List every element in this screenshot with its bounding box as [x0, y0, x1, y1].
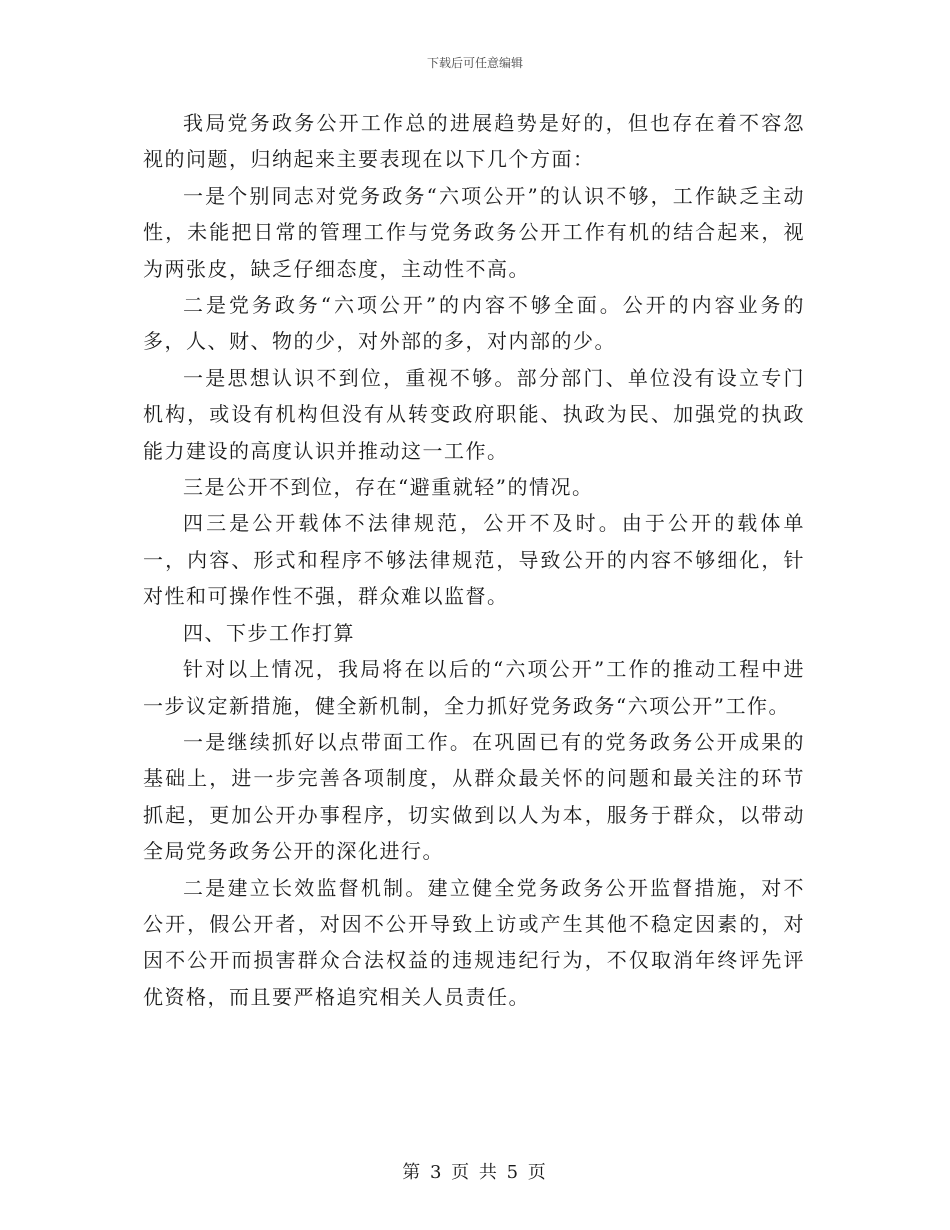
paragraph-1: 我局党务政务公开工作总的进展趋势是好的，但也存在着不容忽视的问题，归纳起来主要表现在以下几个方面： — [143, 111, 805, 172]
paragraph-9: 一是继续抓好以点带面工作。在巩固已有的党务政务公开成果的基础上，进一步完善各项制度，从群众最关怀的问题和最关注的环节抓起，更加公开办事程序，切实做到以人为本，服务于群众，以带动全局党务政务公开的深化进行。 — [143, 729, 805, 864]
page-header: 下载后可任意编辑 — [426, 56, 523, 70]
paragraph-5: 三是公开不到位，存在“避重就轻”的情况。 — [183, 475, 594, 500]
paragraph-3: 二是党务政务“六项公开”的内容不够全面。公开的内容业务的多，人、财、物的少，对外部的多，对内部的少。 — [143, 293, 805, 354]
paragraph-8: 针对以上情况，我局将在以后的“六项公开”工作的推动工程中进一步议定新措施，健全新机制，全力抓好党务政务“六项公开”工作。 — [143, 657, 805, 718]
paragraph-6: 四三是公开载体不法律规范，公开不及时。由于公开的载体单一，内容、形式和程序不够法律规范，导致公开的内容不够细化，针对性和可操作性不强，群众难以监督。 — [143, 511, 805, 609]
section-heading: 四、下步工作打算 — [183, 620, 355, 645]
paragraph-10: 二是建立长效监督机制。建立健全党务政务公开监督措施，对不公开，假公开者，对因不公开导致上访或产生其他不稳定因素的，对因不公开而损害群众合法权益的违规违纪行为，不仅取消年终评先评优资格，而且要严格追究相关人员责任。 — [143, 875, 805, 1009]
paragraph-2: 一是个别同志对党务政务“六项公开”的认识不够，工作缺乏主动性，未能把日常的管理工作与党务政务公开工作有机的结合起来，视为两张皮，缺乏仔细态度，主动性不高。 — [143, 183, 805, 281]
document-body — [143, 105, 805, 1015]
page-number-footer: 第 3 页 共 5 页 — [402, 1162, 548, 1183]
paragraph-4: 一是思想认识不到位，重视不够。部分部门、单位没有设立专门机构，或设有机构但没有从转变政府职能、执政为民、加强党的执政能力建设的高度认识并推动这一工作。 — [143, 365, 805, 463]
